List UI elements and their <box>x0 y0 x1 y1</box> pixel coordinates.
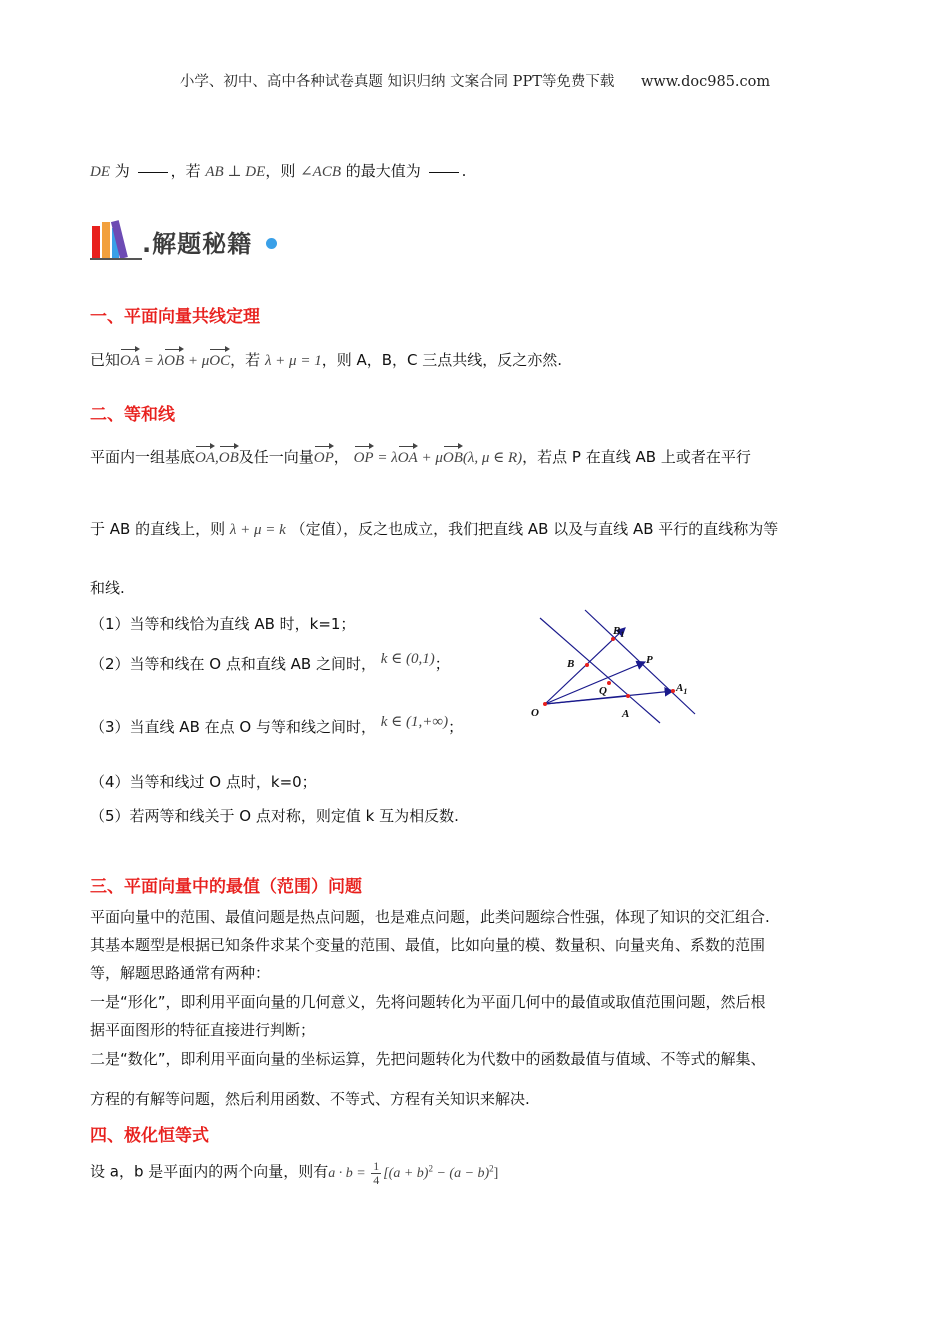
label-a: A <box>622 708 630 720</box>
line-ab <box>540 618 660 723</box>
point-a1 <box>671 689 675 693</box>
header-site-link[interactable]: www.doc985.com <box>640 74 771 90</box>
section-3-title: 三、平面向量中的最值（范围）问题 <box>90 877 362 897</box>
fraction-quarter <box>371 1160 381 1187</box>
vec-op-2: OP <box>354 444 374 467</box>
label-b1-sub: 1 <box>620 630 625 639</box>
s2-l1-c: ， <box>333 448 349 466</box>
label-o: O <box>531 707 539 719</box>
s2-l1-eq3: (λ, μ ∈ R) <box>462 450 523 466</box>
header-text: 小学、初中、高中各种试卷真题 知识归纳 文案合同 PPT等免费下载 <box>179 74 615 90</box>
s3-line-2: 其基本题型是根据已知条件求某个变量的范围、最值，比如向量的模、数量积、向量夹角、系数的范围 <box>90 936 766 954</box>
s1-condition: λ + μ = 1 <box>264 353 322 369</box>
s2-line-2 <box>90 518 778 539</box>
label-b: B <box>567 658 575 670</box>
books-icon <box>90 218 146 262</box>
vec-ob-3: OB <box>443 444 463 467</box>
s2-item-5-text: （5）若两等和线关于 O 点对称，则定值 k 互为相反数. <box>90 807 459 825</box>
s2-item-3-math: k ∈ (1,+∞) <box>380 714 449 730</box>
s2-item-2-text: （2）当等和线在 O 点和直线 AB 之间时， <box>90 655 376 673</box>
vec-oa-2: OA <box>195 444 215 467</box>
text-ze: ，则 <box>265 162 296 180</box>
s2-line-1 <box>90 444 751 467</box>
text-wei: 为 <box>114 162 130 180</box>
s3-line-1: 平面向量中的范围、最值问题是热点问题，也是难点问题，此类问题综合性强，体现了知识的交汇组合. <box>90 908 770 926</box>
section-1-body <box>90 347 562 370</box>
point-b1 <box>611 637 615 641</box>
s2-line-3: 和线. <box>90 579 125 597</box>
text-period: . <box>461 162 467 180</box>
s2-item-2 <box>90 653 450 674</box>
s2-item-4 <box>90 771 317 792</box>
text-max-value: 的最大值为 <box>345 162 421 180</box>
section-4-title: 四、极化恒等式 <box>90 1126 209 1146</box>
vec-ob-2: OB <box>219 444 239 467</box>
s3-line-5: 据平面图形的特征直接进行判断； <box>90 1021 316 1039</box>
equal-sum-line-figure <box>525 608 710 728</box>
s3-line-3: 等，解题思路通常有两种： <box>90 964 271 982</box>
s2-l1-eq2: + μ <box>417 450 443 466</box>
s3-line-7: 方程的有解等问题，然后利用函数、不等式、方程有关知识来解决. <box>90 1090 530 1108</box>
vector-oa <box>545 696 628 704</box>
label-p: P <box>646 654 653 666</box>
section-1-title: 一、平面向量共线定理 <box>90 307 260 327</box>
label-b1-letter: B <box>613 625 621 637</box>
logo-dot <box>266 238 277 249</box>
s2-item-3 <box>90 716 463 737</box>
s3-line-4: 一是“形化”，即利用平面向量的几何意义，先将问题转化为平面几何中的最值或取值范围问题，然后根 <box>90 993 766 1011</box>
formula-lhs: a · b = <box>328 1165 370 1181</box>
label-b1 <box>612 625 624 639</box>
s2-item-4-text: （4）当等和线过 O 点时，k=0； <box>90 773 317 791</box>
vec-oa: OA <box>120 347 140 370</box>
s2-item-3-post: ； <box>448 718 464 736</box>
formula-rhs-c: ] <box>493 1165 499 1181</box>
s4-formula-line <box>90 1160 498 1187</box>
s2-l1-d: ，若点 P 在直线 AB 上或者在平行 <box>522 448 751 466</box>
vector-op <box>545 662 645 704</box>
s2-l2-a: 于 AB 的直线上，则 <box>90 520 226 538</box>
answer-blank-2 <box>429 171 459 173</box>
math-de: DE <box>90 164 110 180</box>
text-ruo: ，若 <box>170 162 201 180</box>
point-a <box>626 694 630 698</box>
section-2-title: 二、等和线 <box>90 405 175 425</box>
s1-conclusion: ，则 A，B，C 三点共线，反之亦然. <box>321 351 563 369</box>
point-b <box>585 663 589 667</box>
s2-item-1-text: （1）当等和线恰为直线 AB 时，k=1； <box>90 615 356 633</box>
logo-title: .解题秘籍 <box>142 230 253 258</box>
formula-rhs-b: − (a − b) <box>432 1165 490 1181</box>
fraction-den: 4 <box>373 1173 380 1187</box>
vec-oa-3: OA <box>398 444 418 467</box>
polarization-formula <box>328 1159 499 1187</box>
s2-l1-b: 及任一向量 <box>238 448 314 466</box>
s1-ruo: ，若 <box>230 351 261 369</box>
answer-blank-1 <box>138 171 168 173</box>
page-header <box>0 70 950 91</box>
label-a1 <box>675 682 687 696</box>
fraction-num: 1 <box>373 1159 380 1173</box>
point-o <box>543 702 547 706</box>
vec-oc: OC <box>209 347 230 370</box>
s2-l1-comma: , <box>215 450 219 466</box>
formula-sup-1: 2 <box>428 1163 433 1174</box>
formula-rhs-a: [(a + b) <box>383 1165 429 1181</box>
s2-item-1 <box>90 613 355 634</box>
s2-item-5 <box>90 805 459 826</box>
vec-ob: OB <box>164 347 184 370</box>
formula-sup-2: 2 <box>489 1163 494 1174</box>
math-angle: ∠ACB <box>300 164 342 180</box>
s2-l1-eq1: = λ <box>373 450 398 466</box>
s2-item-2-post: ； <box>434 655 450 673</box>
s2-k-equation: λ + μ = k <box>229 522 286 538</box>
label-q: Q <box>599 685 607 697</box>
label-a1-sub: 1 <box>683 687 688 696</box>
s4-prefix: 设 a，b 是平面内的两个向量，则有 <box>90 1162 329 1181</box>
s1-eq-mid1: = λ <box>140 353 165 369</box>
s3-line-6: 二是“数化”，即利用平面向量的坐标运算，先把问题转化为代数中的函数最值与值域、不等式的解集、 <box>90 1050 766 1068</box>
vec-op: OP <box>314 444 334 467</box>
s2-l2-b: （定值），反之也成立，我们把直线 AB 以及与直线 AB 平行的直线称为等 <box>290 520 779 538</box>
point-q <box>607 681 611 685</box>
s2-item-2-math: k ∈ (0,1) <box>380 651 435 667</box>
label-a1-letter: A <box>676 682 684 694</box>
s1-prefix: 已知 <box>90 351 121 369</box>
s2-l1-a: 平面内一组基底 <box>90 448 196 466</box>
math-perp-condition: AB ⊥ DE <box>205 164 266 180</box>
s2-item-3-text: （3）当直线 AB 在点 O 与等和线之间时， <box>90 718 376 736</box>
s1-eq-mid2: + μ <box>184 353 210 369</box>
top-question-line <box>90 160 466 181</box>
